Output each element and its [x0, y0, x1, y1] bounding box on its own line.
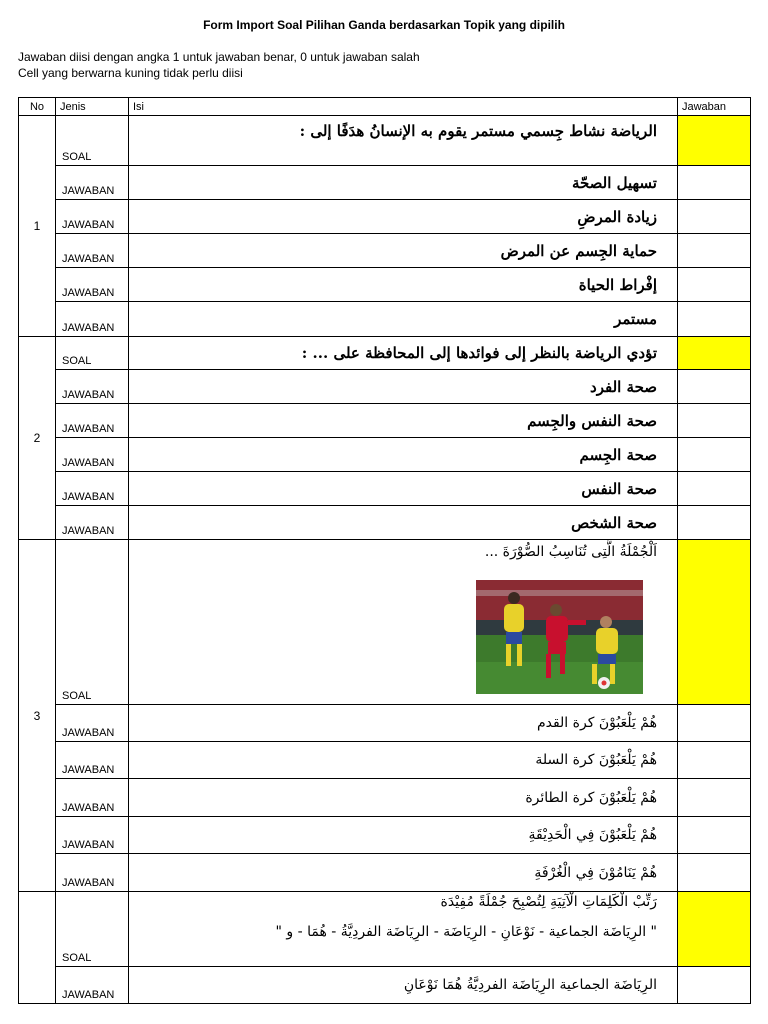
answer-option[interactable]: مستمر: [129, 302, 678, 337]
table-row: [19, 817, 751, 854]
question-number: 1: [19, 116, 56, 337]
type-jawaban: JAWABAN: [56, 370, 129, 404]
question-text[interactable]: الرياضة نشاط جِسمي مستمر يقوم به الإنسانُ هدَفًا إلى :: [129, 116, 678, 166]
answer-option[interactable]: هُمْ يَلْعَبُوْنَ كرة الطائرة: [129, 779, 678, 817]
table-row: [19, 337, 751, 370]
type-jawaban: JAWABAN: [56, 302, 129, 337]
form-title: Form Import Soal Pilihan Ganda berdasarkan Topik yang dipilih: [203, 18, 565, 32]
answer-cell[interactable]: [678, 472, 751, 506]
type-soal: SOAL: [56, 892, 129, 967]
answer-cell[interactable]: [678, 404, 751, 438]
question-number: [19, 892, 56, 1004]
question-cell[interactable]: [129, 540, 678, 705]
table-row: [19, 892, 751, 967]
table-row: [19, 116, 751, 166]
answer-cell[interactable]: [678, 705, 751, 742]
table-row: [19, 166, 751, 200]
answer-cell[interactable]: [678, 817, 751, 854]
header-isi: Isi: [129, 98, 678, 116]
type-jawaban: JAWABAN: [56, 779, 129, 817]
table-row: [19, 404, 751, 438]
answer-option[interactable]: إفْراط الحياة: [129, 268, 678, 302]
type-jawaban: JAWABAN: [56, 234, 129, 268]
type-jawaban: JAWABAN: [56, 166, 129, 200]
question-text: اَلْجُمْلَةُ الَّتِى تُنَاسِبُ الصُّوْرَةَ ...: [484, 544, 657, 560]
answer-cell[interactable]: [678, 166, 751, 200]
header-no: No: [19, 98, 56, 116]
answer-option[interactable]: هُمْ يَلْعَبُوْنَ كرة السلة: [129, 742, 678, 779]
answer-option[interactable]: صحة الشخص: [129, 506, 678, 540]
type-jawaban: JAWABAN: [56, 506, 129, 540]
table-row: [19, 438, 751, 472]
question-number: 2: [19, 337, 56, 540]
answer-option[interactable]: صحة الفرد: [129, 370, 678, 404]
table-row: [19, 506, 751, 540]
question-words: " الرِيَاضَة الجماعية - نَوْعَانِ - الرِيَاضَة - الرِيَاضَة الفردِيَّةُ - هُمَا - و ": [275, 924, 657, 940]
table-row: [19, 779, 751, 817]
answer-option[interactable]: حماية الجِسم عن المرض: [129, 234, 678, 268]
type-jawaban: JAWABAN: [56, 404, 129, 438]
table-row: [19, 742, 751, 779]
question-text[interactable]: تؤدي الرياضة بالنظر إلى فوائدها إلى المحافظة على ... :: [129, 337, 678, 370]
question-text: رَتِّبْ الْكَلِمَاتِ الْآتِيَةِ لِتُصْبِحَ جُمْلَةً مُفِيْدَة: [440, 894, 657, 910]
yellow-cell-note: Cell yang berwarna kuning tidak perlu diisi: [18, 66, 243, 80]
answer-option[interactable]: هُمْ يَلْعَبُوْنَ فِي الْحَدِيْقَةِ: [129, 817, 678, 854]
answer-cell[interactable]: [678, 302, 751, 337]
table-row: [19, 705, 751, 742]
answer-option[interactable]: زيادة المرضِ: [129, 200, 678, 234]
table-row: [19, 234, 751, 268]
answer-option[interactable]: صحة النفس: [129, 472, 678, 506]
type-jawaban: JAWABAN: [56, 472, 129, 506]
table-row: [19, 540, 751, 705]
answer-option[interactable]: هُمْ يَلْعَبُوْنَ كرة القدم: [129, 705, 678, 742]
answer-cell[interactable]: [678, 506, 751, 540]
header-jawaban: Jawaban: [678, 98, 751, 116]
answer-cell[interactable]: [678, 370, 751, 404]
answer-cell-disabled: [678, 540, 751, 705]
instruction-note: Jawaban diisi dengan angka 1 untuk jawaban benar, 0 untuk jawaban salah: [18, 50, 420, 64]
table-row: [19, 472, 751, 506]
question-number: 3: [19, 540, 56, 892]
answer-option[interactable]: صحة النفس والجِسم: [129, 404, 678, 438]
type-jawaban: JAWABAN: [56, 967, 129, 1004]
question-cell[interactable]: [129, 892, 678, 967]
question-table: [18, 97, 751, 1004]
type-jawaban: JAWABAN: [56, 200, 129, 234]
header-jenis: Jenis: [56, 98, 129, 116]
answer-option[interactable]: هُمْ يَنَامُوْنَ فِي الْغُرْفَةِ: [129, 854, 678, 892]
type-soal: SOAL: [56, 540, 129, 705]
type-soal: SOAL: [56, 116, 129, 166]
header-row: [19, 98, 751, 116]
type-jawaban: JAWABAN: [56, 268, 129, 302]
answer-cell[interactable]: [678, 234, 751, 268]
type-soal: SOAL: [56, 337, 129, 370]
answer-cell-disabled: [678, 116, 751, 166]
table-row: [19, 302, 751, 337]
type-jawaban: JAWABAN: [56, 705, 129, 742]
table-row: [19, 854, 751, 892]
answer-cell-disabled: [678, 892, 751, 967]
answer-cell[interactable]: [678, 268, 751, 302]
football-photo-icon: [476, 580, 643, 694]
table-row: [19, 370, 751, 404]
answer-cell-disabled: [678, 337, 751, 370]
answer-cell[interactable]: [678, 779, 751, 817]
table-row: [19, 967, 751, 1004]
type-jawaban: JAWABAN: [56, 742, 129, 779]
answer-cell[interactable]: [678, 742, 751, 779]
answer-cell[interactable]: [678, 854, 751, 892]
type-jawaban: JAWABAN: [56, 854, 129, 892]
type-jawaban: JAWABAN: [56, 817, 129, 854]
answer-cell[interactable]: [678, 967, 751, 1004]
answer-option[interactable]: صحة الجِسم: [129, 438, 678, 472]
type-jawaban: JAWABAN: [56, 438, 129, 472]
answer-cell[interactable]: [678, 200, 751, 234]
answer-cell[interactable]: [678, 438, 751, 472]
answer-option[interactable]: تسهيل الصحّة: [129, 166, 678, 200]
table-row: [19, 268, 751, 302]
table-row: [19, 200, 751, 234]
answer-option[interactable]: الرِيَاضَة الجماعية الرِيَاضَة الفردِيَّةُ هُمَا نَوْعَانِ: [129, 967, 678, 1004]
